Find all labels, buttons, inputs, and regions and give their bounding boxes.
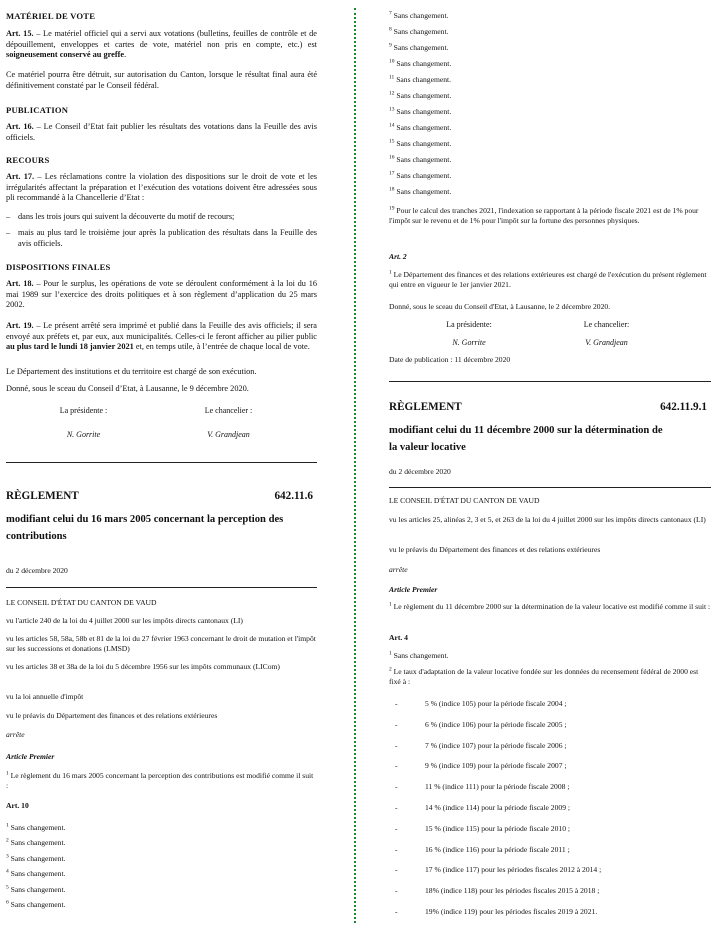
chancellor-label: Le chancelier: (583, 320, 630, 329)
vu-item: vu les articles 25, alinéas 2, 3 et 5, et 263 de la loi du 4 juillet 2000 sur les impôts directs cantonaux (LI) (389, 515, 706, 524)
dash-bullet: - (395, 740, 398, 750)
arrete-label: arrête (389, 565, 408, 574)
section-title-dispositions: DISPOSITIONS FINALES (6, 262, 111, 272)
sans-changement-item: $^3$ Sans changement. (6, 853, 66, 863)
art19-paragraph: Art. 19. – Le présent arrêté sera imprimé et publié dans la Feuille des avis officiels; il sera envoyé aux préfets et, par eux, aux municipalités. Celles-ci le feront afficher au pilier public au plus tard le lundi 18 janvier 2021 et, en temps utile, à l’entrée de chaque local de vote. (6, 321, 317, 352)
art4-label: Art. 4 (389, 633, 408, 642)
art17-bullet-2: – mais au plus tard le troisième jour après la publication des résultats dans la Feuille des avis officiels. (6, 228, 317, 248)
signature-names (6, 430, 317, 439)
vu-item: vu les articles 58, 58a, 58b et 81 de la loi du 27 février 1963 concernant le droit de mutation et l'impôt sur les successions et donations (LMSD) (6, 634, 316, 653)
reglement-number: 642.11.9.1 (660, 401, 707, 413)
vu-item: vu l'article 240 de la loi du 4 juillet 2000 sur les impôts directs cantonaux (LI) (6, 616, 243, 625)
sans-changement-item: $^{11}$ Sans changement. (389, 74, 452, 84)
thin-rule (389, 487, 711, 488)
signature-labels (389, 320, 711, 329)
rate-list-item: - 15 % (indice 115) pour la période fiscale 2010 ; (395, 823, 571, 833)
art15-paragraph: Art. 15. – Le matériel officiel qui a servi aux votations (bulletins, feuilles de contrôle et de dépouillement, enveloppes et cartes de vote, matériel non pris en compte, etc.) est soigneusement conservé au greffe. (6, 29, 317, 60)
president-name: N. Gorrite (66, 430, 101, 439)
dash-bullet: - (395, 699, 398, 708)
rate-list-item: - 6 % (indice 106) pour la période fiscale 2005 ; (395, 719, 567, 729)
vu-item: vu le préavis du Département des finances et des relations extérieures (6, 711, 218, 720)
donne-text: Donné, sous le sceau du Conseil d'Etat, à Lausanne, le 2 décembre 2020. (389, 302, 611, 311)
article-premier-label: Article Premier (389, 585, 438, 594)
signature-labels (6, 406, 317, 415)
dash-bullet: - (395, 803, 398, 812)
president-label: La présidente : (59, 406, 108, 415)
sans-changement-item: $^6$ Sans changement. (6, 899, 66, 909)
art2-text: $^1$ Le Département des finances et des relations extérieures est chargé de l'exécution du présent règlement qui entre en vigueur le 1er janvier 2021. (389, 269, 707, 289)
sans-changement-item: $^{12}$ Sans changement. (389, 90, 452, 100)
reglement-title: modifiant celui du 16 mars 2005 concernant la perception des contributions (6, 514, 284, 542)
section-title-materiel: MATÉRIEL DE VOTE (6, 11, 96, 21)
chancellor-name: V. Grandjean (585, 338, 628, 347)
art4-paragraph-1: $^1$ Sans changement. (389, 650, 449, 660)
rate-list-item: - 16 % (indice 116) pour la période fiscale 2011 ; (395, 844, 570, 854)
article-premier-label: Article Premier (6, 752, 55, 761)
art17-bullet-1: – dans les trois jours qui suivent la découverte du motif de recours; (6, 212, 235, 221)
art4-paragraph-2: $^2$ Le taux d'adaptation de la valeur locative fondée sur les données du recensement fédéral de 2000 est fixé à : (389, 666, 699, 686)
dash-bullet: - (395, 761, 398, 771)
reglement-date: du 2 décembre 2020 (6, 566, 68, 575)
dash-bullet: - (395, 823, 398, 833)
president-name: N. Gorrite (452, 338, 486, 347)
donne-text: Donné, sous le sceau du Conseil d’Etat, à Lausanne, le 9 décembre 2020. (6, 384, 249, 393)
sans-changement-item: $^{15}$ Sans changement. (389, 138, 452, 148)
rate-list-item: - 19% (indice 119) pour les périodes fiscales 2019 à 2021. (395, 907, 598, 916)
sans-changement-item: $^4$ Sans changement. (6, 868, 66, 879)
rate-list-item: - 5 % (indice 105) pour la période fiscale 2004 ; (395, 699, 567, 708)
sans-changement-item: $^7$ Sans changement. (389, 10, 449, 20)
rate-list-item: - 9 % (indice 109) pour la période fiscale 2007 ; (395, 761, 567, 771)
article-premier-text: $^1$ Le règlement du 11 décembre 2000 sur la détermination de la valeur locative est modifié comme il suit : (389, 601, 711, 611)
thin-rule (6, 587, 317, 588)
art18-paragraph: Art. 18. – Pour le surplus, les opérations de vote se déroulent conformément à la loi du 16 mai 1989 sur l’exercice des droits politiques et à son règlement d’application du 25 mars 2002. (6, 279, 317, 310)
reglement-header (6, 490, 317, 502)
rate-list-item: - 7 % (indice 107) pour la période fiscale 2006 ; (395, 740, 567, 750)
sans-changement-item: $^1$ Sans changement. (6, 822, 66, 832)
chancellor-name: V. Grandjean (207, 430, 250, 439)
dash-bullet: - (395, 907, 398, 916)
reglement-date: du 2 décembre 2020 (389, 467, 451, 476)
art2-label: Art. 2 (389, 252, 407, 261)
conseil-heading: LE CONSEIL D'ÉTAT DU CANTON DE VAUD (389, 496, 540, 505)
sans-changement-item: $^2$ Sans changement. (6, 837, 66, 848)
vu-item: vu les articles 38 et 38a de la loi du 5 décembre 1956 sur les impôts communaux (LICom) (6, 662, 280, 671)
dash-bullet: - (395, 719, 398, 729)
section-title-recours: RECOURS (6, 155, 50, 165)
sans-changement-item: $^{16}$ Sans changement. (389, 154, 452, 164)
reglement-title: modifiant celui du 11 décembre 2000 sur la détermination de la valeur locative (389, 425, 663, 453)
signature-names (389, 338, 711, 347)
reglement-label: RÈGLEMENT (6, 490, 79, 502)
vu-item: vu la loi annuelle d'impôt (6, 692, 84, 701)
sans-changement-item: $^5$ Sans changement. (6, 884, 66, 894)
section-title-publication: PUBLICATION (6, 105, 69, 115)
dash-bullet: - (395, 865, 398, 875)
arrete-label: arrête (6, 730, 25, 739)
rate-list-item: - 14 % (indice 114) pour la période fiscale 2009 ; (395, 803, 571, 812)
publication-date: Date de publication : 11 décembre 2020 (389, 355, 511, 364)
art16-paragraph: Art. 16. – Le Conseil d’Etat fait publier les résultats des votations dans la Feuille des avis officiels. (6, 122, 317, 142)
art17-paragraph: Art. 17. – Les réclamations contre la violation des dispositions sur le droit de vote et les irrégularités affectant la préparation et l’exécution des votations doivent être adressées sous pli recommandé à la Chancellerie d’Etat : (6, 172, 317, 203)
section-rule (389, 381, 711, 382)
art10-label: Art. 10 (6, 801, 29, 810)
sans-changement-item: $^{10}$ Sans changement. (389, 58, 452, 68)
sans-changement-item: $^9$ Sans changement. (389, 42, 449, 52)
sans-changement-item: $^8$ Sans changement. (389, 26, 449, 36)
rate-list-item: - 18% (indice 118) pour les périodes fiscales 2015 à 2018 ; (395, 886, 600, 896)
reglement-header (389, 401, 707, 413)
column-divider (354, 8, 356, 923)
article-premier-text: $^1$ Le règlement du 16 mars 2005 concernant la perception des contributions est modifié comme il suit : (6, 770, 314, 790)
dash-bullet: - (395, 782, 398, 792)
chancellor-label: Le chancelier : (204, 406, 253, 415)
sans-changement-item: $^{14}$ Sans changement. (389, 122, 452, 132)
sans-changement-item: $^{18}$ Sans changement. (389, 186, 452, 196)
reglement-number: 642.11.6 (274, 490, 313, 502)
dash-bullet: - (395, 844, 398, 854)
sans-changement-item: $^{13}$ Sans changement. (389, 106, 452, 116)
rate-list-item: - 17 % (indice 117) pour les périodes fiscales 2012 à 2014 ; (395, 865, 602, 875)
conseil-heading: LE CONSEIL D'ÉTAT DU CANTON DE VAUD (6, 598, 157, 607)
dash-bullet: - (395, 886, 398, 896)
art15-paragraph-2: Ce matériel pourra être détruit, sur autorisation du Canton, lorsque le résultat final aura été définitivement constaté par le Conseil fédéral. (6, 70, 317, 90)
paragraph-19: $^{19}$ Pour le calcul des tranches 2021, l'indexation se rapportant à la période fiscale 2021 est de 1% pour l'impôt sur le revenu et de 1% pour l'impôt sur la fortune des personnes physiques. (389, 205, 699, 225)
vu-item: vu le préavis du Département des finances et des relations extérieures (389, 545, 601, 554)
president-label: La présidente: (446, 320, 492, 329)
section-rule (6, 462, 317, 463)
sans-changement-item: $^{17}$ Sans changement. (389, 170, 452, 180)
execution-text: Le Département des institutions et du territoire est chargé de son exécution. (6, 367, 257, 376)
reglement-label: RÈGLEMENT (389, 401, 462, 413)
rate-list-item: - 11 % (indice 111) pour la période fiscale 2008 ; (395, 782, 570, 792)
